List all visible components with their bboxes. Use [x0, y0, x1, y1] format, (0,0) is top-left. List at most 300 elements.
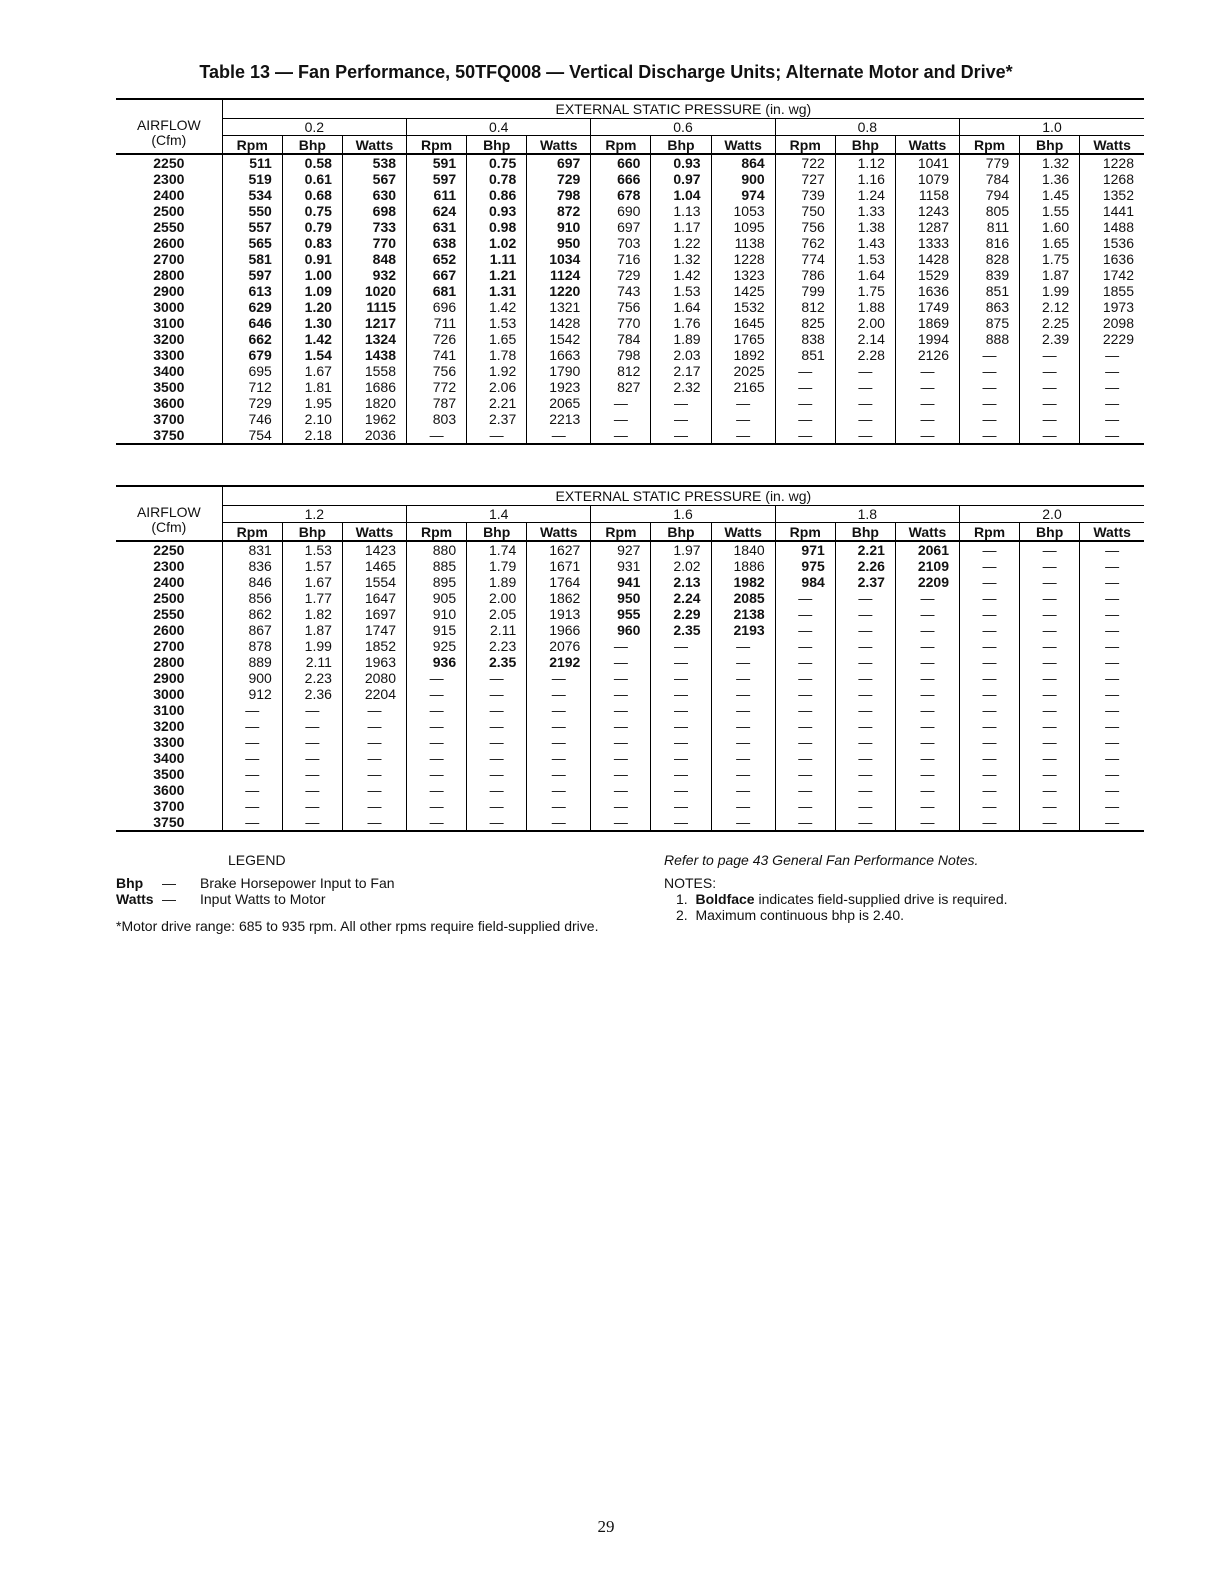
empty-cell: —	[711, 798, 775, 814]
empty-cell: —	[467, 686, 527, 702]
value-cell: 557	[222, 219, 282, 235]
column-header: Rpm	[407, 136, 467, 155]
empty-cell: —	[775, 638, 835, 654]
value-cell: 2138	[711, 606, 775, 622]
value-cell: 812	[591, 363, 651, 379]
value-cell: 1.97	[651, 541, 711, 558]
column-header: Rpm	[775, 523, 835, 542]
airflow-cell: 3750	[116, 427, 222, 444]
empty-cell: —	[1080, 718, 1144, 734]
value-cell: 0.98	[467, 219, 527, 235]
value-cell: 591	[407, 154, 467, 171]
empty-cell: —	[960, 782, 1020, 798]
table-row	[116, 427, 1144, 444]
empty-cell: —	[711, 654, 775, 670]
empty-cell: —	[1080, 734, 1144, 750]
value-cell: 2204	[342, 686, 406, 702]
legend-dash: —	[162, 875, 176, 891]
value-cell: 925	[407, 638, 467, 654]
value-cell: 910	[527, 219, 591, 235]
empty-cell: —	[591, 395, 651, 411]
value-cell: 690	[591, 203, 651, 219]
empty-cell: —	[407, 702, 467, 718]
value-cell: 567	[342, 171, 406, 187]
airflow-cell: 3000	[153, 299, 185, 315]
empty-cell: —	[1020, 427, 1080, 444]
empty-cell: —	[1080, 798, 1144, 814]
airflow-cell: 2900	[153, 670, 185, 686]
empty-cell: —	[960, 541, 1020, 558]
airflow-cell: 3300	[153, 734, 185, 750]
value-cell: 950	[527, 235, 591, 251]
value-cell: 774	[775, 251, 835, 267]
value-cell: 2.00	[467, 590, 527, 606]
value-cell: 912	[222, 686, 282, 702]
empty-cell: —	[960, 395, 1020, 411]
value-cell: 550	[222, 203, 282, 219]
airflow-cell: 3500	[153, 766, 185, 782]
value-cell: 1913	[527, 606, 591, 622]
value-cell: 1.53	[467, 315, 527, 331]
value-cell: 1323	[711, 267, 775, 283]
value-cell: 597	[222, 267, 282, 283]
empty-cell: —	[1080, 395, 1144, 411]
empty-cell: —	[960, 670, 1020, 686]
empty-cell: —	[342, 814, 406, 831]
airflow-cell: 3600	[153, 395, 185, 411]
column-header: Bhp	[282, 136, 342, 155]
empty-cell: —	[651, 814, 711, 831]
value-cell: 1697	[342, 606, 406, 622]
empty-cell: —	[1020, 590, 1080, 606]
empty-cell: —	[960, 363, 1020, 379]
empty-cell: —	[895, 590, 959, 606]
empty-cell: —	[1020, 363, 1080, 379]
airflow-cell: 3700	[153, 798, 185, 814]
empty-cell: —	[591, 411, 651, 427]
airflow-cell: 3200	[153, 331, 185, 347]
value-cell: 1.42	[467, 299, 527, 315]
empty-cell: —	[1020, 798, 1080, 814]
column-header: Watts	[342, 136, 406, 155]
table-row	[116, 379, 1144, 395]
empty-cell: —	[895, 670, 959, 686]
value-cell: 846	[222, 574, 282, 590]
value-cell: 703	[591, 235, 651, 251]
table-row	[116, 574, 1144, 590]
table-row	[116, 395, 1144, 411]
column-header: Watts	[527, 136, 591, 155]
pressure-header: 0.8	[775, 119, 959, 136]
empty-cell: —	[467, 670, 527, 686]
table-row	[116, 154, 1144, 171]
airflow-cell: 2550	[153, 606, 185, 622]
value-cell: 2126	[895, 347, 959, 363]
empty-cell: —	[711, 670, 775, 686]
table-row	[116, 541, 1144, 558]
empty-cell: —	[1080, 654, 1144, 670]
airflow-cell: 3100	[153, 702, 185, 718]
value-cell: 2.11	[467, 622, 527, 638]
value-cell: 816	[960, 235, 1020, 251]
legend-item	[116, 891, 395, 907]
empty-cell: —	[775, 379, 835, 395]
empty-cell: —	[775, 686, 835, 702]
airflow-cell: 3600	[153, 782, 185, 798]
value-cell: 974	[711, 187, 775, 203]
value-cell: 638	[407, 235, 467, 251]
legend	[116, 875, 395, 907]
empty-cell: —	[895, 622, 959, 638]
value-cell: 2065	[527, 395, 591, 411]
airflow-cell: 2800	[153, 267, 185, 283]
value-cell: 681	[407, 283, 467, 299]
empty-cell: —	[651, 718, 711, 734]
column-header: Watts	[711, 136, 775, 155]
empty-cell: —	[895, 654, 959, 670]
table-row	[116, 171, 1144, 187]
value-cell: 1663	[527, 347, 591, 363]
legend-desc: Input Watts to Motor	[200, 891, 326, 907]
empty-cell: —	[895, 782, 959, 798]
value-cell: 667	[407, 267, 467, 283]
empty-cell: —	[835, 670, 895, 686]
value-cell: 1287	[895, 219, 959, 235]
empty-cell: —	[1020, 574, 1080, 590]
empty-cell: —	[775, 766, 835, 782]
empty-cell: —	[1080, 590, 1144, 606]
value-cell: 0.93	[467, 203, 527, 219]
value-cell: 1820	[342, 395, 406, 411]
empty-cell: —	[651, 782, 711, 798]
empty-cell: —	[591, 782, 651, 798]
value-cell: 1532	[711, 299, 775, 315]
value-cell: 756	[407, 363, 467, 379]
value-cell: 2209	[895, 574, 959, 590]
value-cell: 1.17	[651, 219, 711, 235]
empty-cell: —	[1080, 670, 1144, 686]
airflow-cell: 2800	[153, 654, 185, 670]
empty-cell: —	[407, 814, 467, 831]
value-cell: 1862	[527, 590, 591, 606]
value-cell: 941	[591, 574, 651, 590]
empty-cell: —	[651, 638, 711, 654]
value-cell: 1.64	[835, 267, 895, 283]
empty-cell: —	[775, 670, 835, 686]
table-row	[116, 187, 1144, 203]
empty-cell: —	[711, 750, 775, 766]
empty-cell: —	[651, 427, 711, 444]
value-cell: 729	[527, 171, 591, 187]
value-cell: 1529	[895, 267, 959, 283]
value-cell: 729	[222, 395, 282, 411]
empty-cell: —	[775, 427, 835, 444]
value-cell: 1423	[342, 541, 406, 558]
note-text: indicates field-supplied drive is required.	[754, 891, 1008, 907]
value-cell: 799	[775, 283, 835, 299]
value-cell: 1994	[895, 331, 959, 347]
empty-cell: —	[591, 702, 651, 718]
value-cell: 784	[960, 171, 1020, 187]
value-cell: 1020	[342, 283, 406, 299]
value-cell: 1.30	[282, 315, 342, 331]
value-cell: 743	[591, 283, 651, 299]
empty-cell: —	[342, 702, 406, 718]
value-cell: 770	[591, 315, 651, 331]
value-cell: 863	[960, 299, 1020, 315]
value-cell: 629	[222, 299, 282, 315]
column-header: Bhp	[835, 523, 895, 542]
value-cell: 2.24	[651, 590, 711, 606]
empty-cell: —	[651, 411, 711, 427]
table-row	[116, 235, 1144, 251]
value-cell: 698	[342, 203, 406, 219]
column-header: Bhp	[467, 523, 527, 542]
value-cell: 0.61	[282, 171, 342, 187]
empty-cell: —	[342, 734, 406, 750]
value-cell: 1.79	[467, 558, 527, 574]
table-row	[116, 411, 1144, 427]
airflow-cell: 3400	[153, 363, 185, 379]
value-cell: 1053	[711, 203, 775, 219]
empty-cell: —	[1020, 718, 1080, 734]
airflow-cell: 3100	[153, 315, 185, 331]
empty-cell: —	[651, 395, 711, 411]
value-cell: 2.18	[282, 427, 342, 444]
empty-cell: —	[711, 766, 775, 782]
value-cell: 1095	[711, 219, 775, 235]
empty-cell: —	[960, 347, 1020, 363]
empty-cell: —	[282, 814, 342, 831]
table-row	[116, 798, 1144, 814]
value-cell: 538	[342, 154, 406, 171]
empty-cell: —	[960, 606, 1020, 622]
empty-cell: —	[222, 718, 282, 734]
empty-cell: —	[960, 734, 1020, 750]
empty-cell: —	[1080, 411, 1144, 427]
value-cell: 2.00	[835, 315, 895, 331]
value-cell: 1966	[527, 622, 591, 638]
value-cell: 2229	[1080, 331, 1144, 347]
value-cell: 779	[960, 154, 1020, 171]
value-cell: 2165	[711, 379, 775, 395]
empty-cell: —	[775, 606, 835, 622]
value-cell: 678	[591, 187, 651, 203]
airflow-cell: 3300	[153, 347, 185, 363]
table-row	[116, 702, 1144, 718]
value-cell: 2.28	[835, 347, 895, 363]
empty-cell: —	[835, 702, 895, 718]
empty-cell: —	[960, 622, 1020, 638]
empty-cell: —	[835, 411, 895, 427]
motor-drive-footnote: *Motor drive range: 685 to 935 rpm. All other rpms require field-supplied drive.	[116, 918, 599, 934]
value-cell: 2.21	[835, 541, 895, 558]
value-cell: 662	[222, 331, 282, 347]
airflow-cell: 2250	[153, 155, 185, 171]
value-cell: 1.65	[467, 331, 527, 347]
value-cell: 1.65	[1020, 235, 1080, 251]
value-cell: 2098	[1080, 315, 1144, 331]
value-cell: 787	[407, 395, 467, 411]
value-cell: 696	[407, 299, 467, 315]
value-cell: 1.78	[467, 347, 527, 363]
empty-cell: —	[527, 670, 591, 686]
value-cell: 1742	[1080, 267, 1144, 283]
column-header: Watts	[1080, 136, 1144, 155]
empty-cell: —	[1020, 622, 1080, 638]
value-cell: 1.53	[835, 251, 895, 267]
empty-cell: —	[1020, 606, 1080, 622]
value-cell: 2.37	[467, 411, 527, 427]
value-cell: 1.55	[1020, 203, 1080, 219]
pressure-header: 1.6	[591, 506, 775, 523]
value-cell: 1.88	[835, 299, 895, 315]
value-cell: 811	[960, 219, 1020, 235]
value-cell: 2.23	[282, 670, 342, 686]
value-cell: 2085	[711, 590, 775, 606]
value-cell: 900	[222, 670, 282, 686]
value-cell: 631	[407, 219, 467, 235]
value-cell: 0.97	[651, 171, 711, 187]
value-cell: 1.11	[467, 251, 527, 267]
value-cell: 1554	[342, 574, 406, 590]
empty-cell: —	[282, 750, 342, 766]
value-cell: 1536	[1080, 235, 1144, 251]
value-cell: 1.00	[282, 267, 342, 283]
empty-cell: —	[407, 766, 467, 782]
empty-cell: —	[1080, 782, 1144, 798]
empty-cell: —	[222, 814, 282, 831]
airflow-header	[116, 99, 222, 154]
value-cell: 1.38	[835, 219, 895, 235]
value-cell: 851	[960, 283, 1020, 299]
airflow-cell: 2300	[153, 171, 185, 187]
empty-cell: —	[342, 718, 406, 734]
empty-cell: —	[467, 734, 527, 750]
page-number: 29	[597, 1517, 615, 1536]
airflow-cell: 3200	[153, 718, 185, 734]
value-cell: 1115	[342, 299, 406, 315]
value-cell: 862	[222, 606, 282, 622]
value-cell: 581	[222, 251, 282, 267]
value-cell: 2.32	[651, 379, 711, 395]
airflow-header	[116, 486, 222, 541]
value-cell: 875	[960, 315, 1020, 331]
value-cell: 2109	[895, 558, 959, 574]
table-row	[116, 331, 1144, 347]
value-cell: 1.13	[651, 203, 711, 219]
value-cell: 1.53	[651, 283, 711, 299]
empty-cell: —	[282, 718, 342, 734]
value-cell: 798	[527, 187, 591, 203]
empty-cell: —	[835, 798, 895, 814]
value-cell: 932	[342, 267, 406, 283]
value-cell: 1.87	[282, 622, 342, 638]
empty-cell: —	[835, 622, 895, 638]
empty-cell: —	[591, 798, 651, 814]
value-cell: 1.76	[651, 315, 711, 331]
empty-cell: —	[1020, 670, 1080, 686]
value-cell: 2025	[711, 363, 775, 379]
value-cell: 915	[407, 622, 467, 638]
value-cell: 1158	[895, 187, 959, 203]
airflow-cell: 2250	[153, 542, 185, 558]
value-cell: 722	[775, 154, 835, 171]
value-cell: 1.36	[1020, 171, 1080, 187]
note-number: 2.	[676, 907, 688, 923]
empty-cell: —	[960, 574, 1020, 590]
empty-cell: —	[711, 411, 775, 427]
note-bold: Boldface	[695, 891, 755, 907]
empty-cell: —	[1020, 411, 1080, 427]
empty-cell: —	[775, 411, 835, 427]
value-cell: 838	[775, 331, 835, 347]
value-cell: 794	[960, 187, 1020, 203]
empty-cell: —	[591, 638, 651, 654]
empty-cell: —	[775, 590, 835, 606]
value-cell: 1.42	[282, 331, 342, 347]
value-cell: 2.26	[835, 558, 895, 574]
value-cell: 1855	[1080, 283, 1144, 299]
value-cell: 2036	[342, 427, 406, 444]
empty-cell: —	[775, 750, 835, 766]
pressure-header: 1.2	[222, 506, 406, 523]
value-cell: 1558	[342, 363, 406, 379]
empty-cell: —	[651, 670, 711, 686]
empty-cell: —	[1020, 702, 1080, 718]
empty-cell: —	[342, 782, 406, 798]
value-cell: 950	[591, 590, 651, 606]
empty-cell: —	[711, 395, 775, 411]
value-cell: 2.21	[467, 395, 527, 411]
table-row	[116, 734, 1144, 750]
airflow-cell: 2700	[153, 638, 185, 654]
empty-cell: —	[960, 590, 1020, 606]
column-header: Rpm	[960, 523, 1020, 542]
value-cell: 825	[775, 315, 835, 331]
airflow-cell: 2300	[153, 558, 185, 574]
value-cell: 597	[407, 171, 467, 187]
value-cell: 2.23	[467, 638, 527, 654]
value-cell: 1.02	[467, 235, 527, 251]
column-header: Watts	[527, 523, 591, 542]
empty-cell: —	[1080, 814, 1144, 831]
value-cell: 762	[775, 235, 835, 251]
empty-cell: —	[651, 734, 711, 750]
value-cell: 624	[407, 203, 467, 219]
value-cell: 729	[591, 267, 651, 283]
value-cell: 727	[775, 171, 835, 187]
empty-cell: —	[895, 411, 959, 427]
value-cell: 1790	[527, 363, 591, 379]
value-cell: 652	[407, 251, 467, 267]
value-cell: 1228	[711, 251, 775, 267]
empty-cell: —	[407, 798, 467, 814]
empty-cell: —	[960, 638, 1020, 654]
value-cell: 630	[342, 187, 406, 203]
empty-cell: —	[775, 622, 835, 638]
empty-cell: —	[895, 734, 959, 750]
value-cell: 666	[591, 171, 651, 187]
value-cell: 1.31	[467, 283, 527, 299]
value-cell: 1.09	[282, 283, 342, 299]
value-cell: 1333	[895, 235, 959, 251]
table-title: Table 13 — Fan Performance, 50TFQ008 — Vertical Discharge Units; Alternate Motor and Drive*	[199, 62, 1013, 82]
esp-header: EXTERNAL STATIC PRESSURE (in. wg)	[222, 99, 1144, 119]
empty-cell: —	[711, 718, 775, 734]
empty-cell: —	[1020, 766, 1080, 782]
empty-cell: —	[775, 363, 835, 379]
